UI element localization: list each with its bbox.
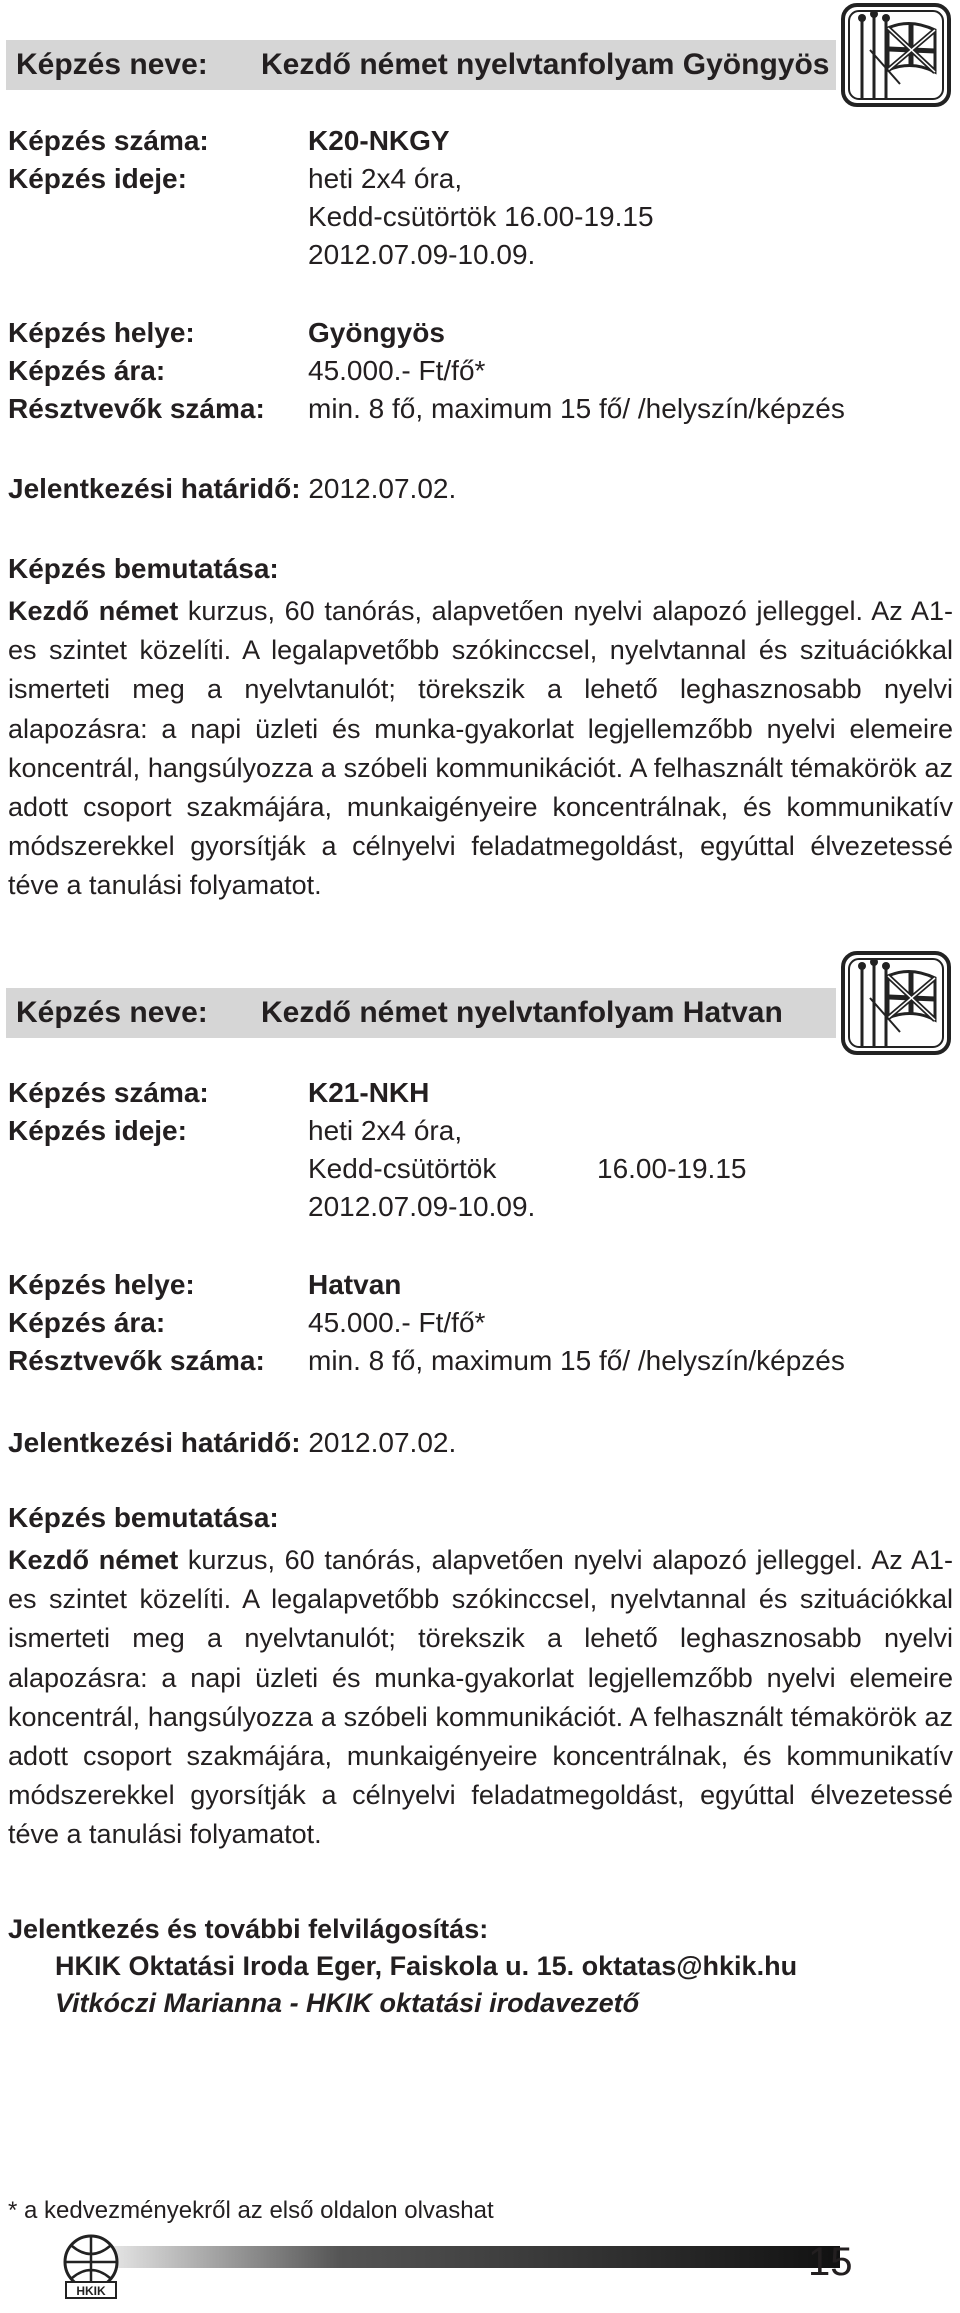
course-intro-body: kurzus, 60 tanórás, alapvetően nyelvi alapozó jelleggel. Az A1-es szintet közelíti. A legalapvetőbb szókinccsel, nyelvtannal és szituációkkal ismerteti meg a nyelvtanulót; törekszik a lehető leghasznosabb nyelvi alapozásra: a napi üzleti és munka-gyakorlat legjellemzőbb nyelvi elemeire koncentrál, hangsúlyozza a szóbeli kommunikációt. A felhasznált témakörök az adott csoport szakmájára, munkaigényeire koncentrálnak, és kommunikatív módszerekkel gyorsítják a célnyelvi feladatmegoldást, egyúttal élvezetessé téve a tanulási folyamatot. bbox=[8, 596, 953, 901]
course-time-line1: heti 2x4 óra, bbox=[308, 1115, 463, 1146]
course-time-line3: 2012.07.09-10.09. bbox=[308, 239, 536, 270]
course-time-label: Képzés ideje: bbox=[8, 1115, 187, 1146]
page-number: 15 bbox=[808, 2240, 853, 2284]
contact-person-line: Vitkóczi Marianna - HKIK oktatási irodavezető bbox=[55, 1988, 640, 2018]
discount-footnote: * a kedvezményekről az első oldalon olvashat bbox=[8, 2197, 494, 2224]
course-deadline-value: 2012.07.02. bbox=[308, 473, 457, 504]
course-deadline-value: 2012.07.02. bbox=[308, 1427, 457, 1458]
course-deadline-label: Jelentkezési határidő: bbox=[8, 473, 301, 504]
course-code-value: K21-NKH bbox=[308, 1077, 430, 1108]
course-time-line2-hours: 16.00-19.15 bbox=[597, 1153, 747, 1184]
course-participants-label: Résztvevők száma: bbox=[8, 1345, 265, 1376]
course-code-label: Képzés száma: bbox=[8, 125, 209, 156]
hkik-logo-text: HKIK bbox=[76, 2284, 106, 2298]
course-price-value: 45.000.- Ft/fő* bbox=[308, 1307, 486, 1338]
course-code-label: Képzés száma: bbox=[8, 1077, 209, 1108]
course-place-label: Képzés helye: bbox=[8, 1269, 195, 1300]
course-name-value: Kezdő német nyelvtanfolyam Hatvan bbox=[261, 996, 783, 1029]
course-code-row bbox=[8, 122, 308, 160]
course-price-row bbox=[8, 1304, 308, 1342]
contact-office-line: HKIK Oktatási Iroda Eger, Faiskola u. 15. oktatas@hkik.hu bbox=[55, 1951, 798, 1981]
course-time-line1: heti 2x4 óra, bbox=[308, 163, 463, 194]
course-place-row bbox=[8, 1266, 308, 1304]
course-price-label: Képzés ára: bbox=[8, 1307, 166, 1338]
course-code-row bbox=[8, 1074, 308, 1112]
course-time-row bbox=[8, 1112, 308, 1150]
course-intro-body: kurzus, 60 tanórás, alapvetően nyelvi alapozó jelleggel. Az A1-es szintet közelíti. A legalapvetőbb szókinccsel, nyelvtannal és szituációkkal ismerteti meg a nyelvtanulót; törekszik a lehető leghasznosabb nyelvi alapozásra: a napi üzleti és munka-gyakorlat legjellemzőbb nyelvi elemeire koncentrál, hangsúlyozza a szóbeli kommunikációt. A felhasznált témakörök az adott csoport szakmájára, munkaigényeire koncentrálnak, és kommunikatív módszerekkel gyorsítják a célnyelvi feladatmegoldást, egyúttal élvezetessé téve a tanulási folyamatot. bbox=[8, 1545, 953, 1850]
course-participants-value: min. 8 fő, maximum 15 fő/ /helyszín/képzés bbox=[308, 393, 845, 424]
course-place-label: Képzés helye: bbox=[8, 317, 195, 348]
course-intro-text bbox=[8, 592, 953, 906]
course-price-label: Képzés ára: bbox=[8, 355, 166, 386]
hkik-logo-icon bbox=[60, 2234, 122, 2302]
course-intro-bold: Kezdő német bbox=[8, 596, 179, 626]
course-deadline-row bbox=[8, 1424, 456, 1462]
course-name-label: Képzés neve: bbox=[16, 996, 208, 1029]
course-intro-text bbox=[8, 1541, 953, 1855]
course-code-value: K20-NKGY bbox=[308, 125, 450, 156]
course-deadline-row bbox=[8, 470, 456, 508]
course-participants-row bbox=[8, 1342, 308, 1380]
course-title-bar bbox=[6, 988, 836, 1038]
footer-gradient-bar bbox=[70, 2246, 840, 2268]
course-time-line3: 2012.07.09-10.09. bbox=[308, 1191, 536, 1222]
course-participants-value: min. 8 fő, maximum 15 fő/ /helyszín/képzés bbox=[308, 1345, 845, 1376]
flags-logo-icon bbox=[840, 950, 952, 1056]
course-title-bar bbox=[6, 40, 836, 90]
course-intro-label: Képzés bemutatása: bbox=[8, 553, 279, 584]
course-participants-label: Résztvevők száma: bbox=[8, 393, 265, 424]
course-place-value: Hatvan bbox=[308, 1269, 402, 1300]
course-intro-label: Képzés bemutatása: bbox=[8, 1502, 279, 1533]
course-place-row bbox=[8, 314, 308, 352]
course-price-value: 45.000.- Ft/fő* bbox=[308, 355, 486, 386]
course-time-row bbox=[8, 160, 308, 198]
flags-logo-icon bbox=[840, 2, 952, 108]
course-time-line2: Kedd-csütörtök bbox=[308, 1153, 497, 1184]
course-name-label: Képzés neve: bbox=[16, 48, 208, 81]
course-time-line2: Kedd-csütörtök 16.00-19.15 bbox=[308, 201, 654, 232]
course-participants-row bbox=[8, 390, 308, 428]
course-price-row bbox=[8, 352, 308, 390]
course-place-value: Gyöngyös bbox=[308, 317, 445, 348]
course-intro-bold: Kezdő német bbox=[8, 1545, 179, 1575]
course-deadline-label: Jelentkezési határidő: bbox=[8, 1427, 301, 1458]
contact-heading: Jelentkezés és további felvilágosítás: bbox=[8, 1914, 489, 1944]
course-time-label: Képzés ideje: bbox=[8, 163, 187, 194]
course-name-value: Kezdő német nyelvtanfolyam Gyöngyös bbox=[261, 48, 830, 81]
